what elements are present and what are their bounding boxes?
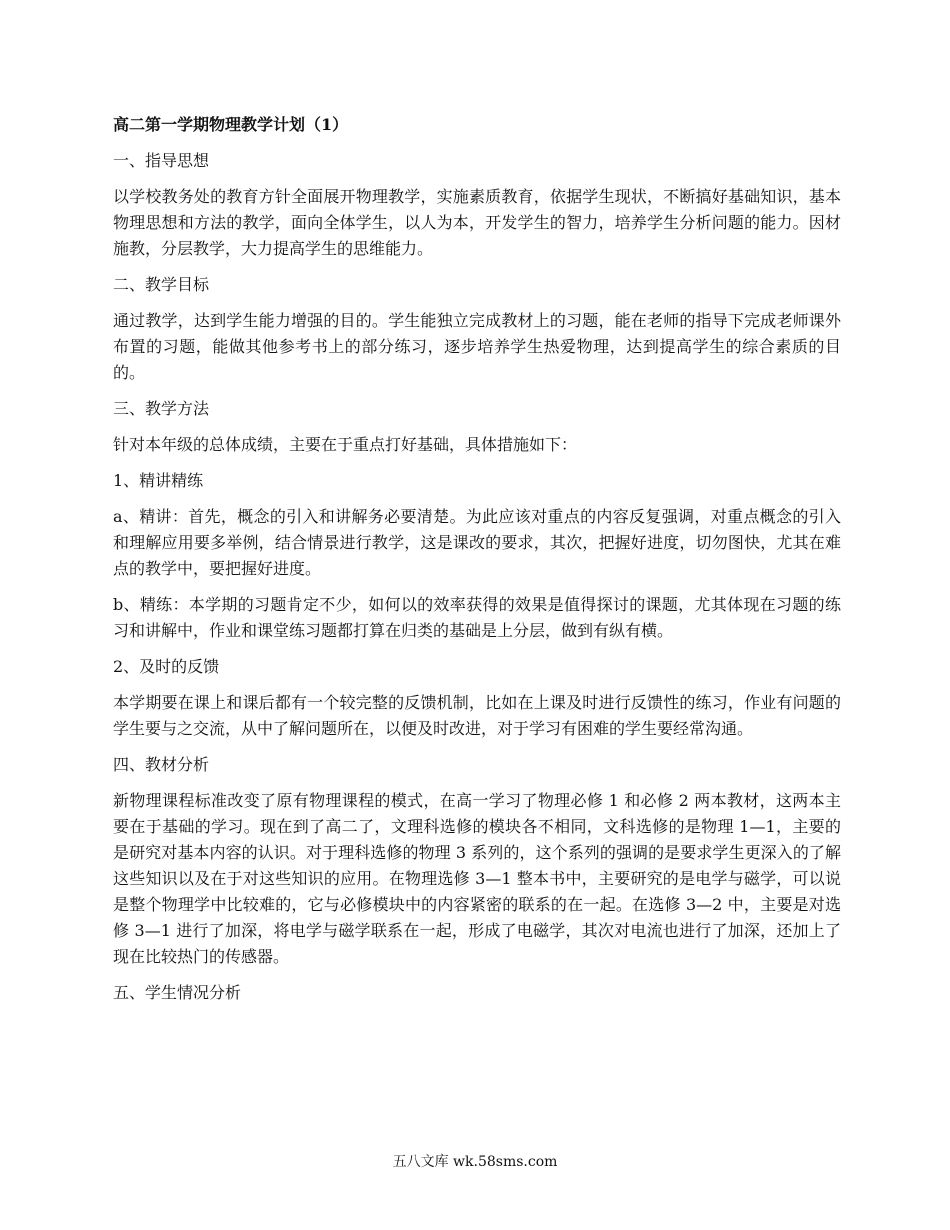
page-footer: 五八文库 wk.58sms.com xyxy=(392,1154,558,1170)
document-title: 高二第一学期物理教学计划（1） xyxy=(113,115,349,134)
paragraph-timely-feedback: 本学期要在课上和课后都有一个较完整的反馈机制，比如在上课及时进行反馈性的练习，作业有问题的学生要与之交流，从中了解问题所在，以便及时改进，对于学习有困难的学生要经常沟通。 xyxy=(113,693,841,738)
paragraph-methods-intro: 针对本年级的总体成绩，主要在于重点打好基础，具体措施如下： xyxy=(113,435,578,454)
section-heading-teaching-goals: 二、教学目标 xyxy=(113,275,210,294)
section-heading-teaching-methods: 三、教学方法 xyxy=(113,399,210,418)
paragraph-guiding-thought: 以学校教务处的教育方针全面展开物理教学，实施素质教育，依据学生现状，不断搞好基础知识，基本物理思想和方法的教学，面向全体学生，以人为本，开发学生的智力，培养学生分析问题的能力。因材施教，分层教学，大力提高学生的思维能力。 xyxy=(113,187,841,258)
document-page xyxy=(113,112,841,1016)
paragraph-teaching-goals: 通过教学，达到学生能力增强的目的。学生能独立完成教材上的习题，能在老师的指导下完成老师课外布置的习题，能做其他参考书上的部分练习，逐步培养学生热爱物理，达到提高学生的综合素质的目的。 xyxy=(113,311,841,382)
paragraph-precise-lecture: a、精讲：首先，概念的引入和讲解务必要清楚。为此应该对重点的内容反复强调，对重点概念的引入和理解应用要多举例，结合情景进行教学，这是课改的要求，其次，把握好进度，切勿图快，尤其在难点的教学中，要把握好进度。 xyxy=(113,507,841,578)
paragraph-precise-practice: b、精练：本学期的习题肯定不少，如何以的效率获得的效果是值得探讨的课题，尤其体现在习题的练习和讲解中，作业和课堂练习题都打算在归类的基础是上分层，做到有纵有横。 xyxy=(113,595,841,640)
section-heading-guiding-thought: 一、指导思想 xyxy=(113,151,210,170)
section-heading-student-analysis: 五、学生情况分析 xyxy=(113,983,242,1002)
section-heading-textbook-analysis: 四、教材分析 xyxy=(113,755,210,774)
paragraph-textbook-analysis: 新物理课程标准改变了原有物理课程的模式，在高一学习了物理必修 1 和必修 2 两本教材，这两本主要在于基础的学习。现在到了高二了，文理科选修的模块各不相同，文科选修的是物理 1—1，主要的是研究对基本内容的认识。对于理科选修的物理 3 系列的，这个系列的强调的是要求学生更深入的了解这些知识以及在于对这些知识的应用。在物理选修 3—1 整本书中，主要研究的是电学与磁学，可以说是整个物理学中比较难的，它与必修模块中的内容紧密的联系的在一起。在选修 3—2 中，主要是对选修 3—1 进行了加深，将电学与磁学联系在一起，形成了电磁学，其次对电流也进行了加深，还加上了现在比较热门的传感器。 xyxy=(113,791,841,966)
subheading-precise-teaching: 1、精讲精练 xyxy=(113,471,204,490)
subheading-timely-feedback: 2、及时的反馈 xyxy=(113,657,220,676)
